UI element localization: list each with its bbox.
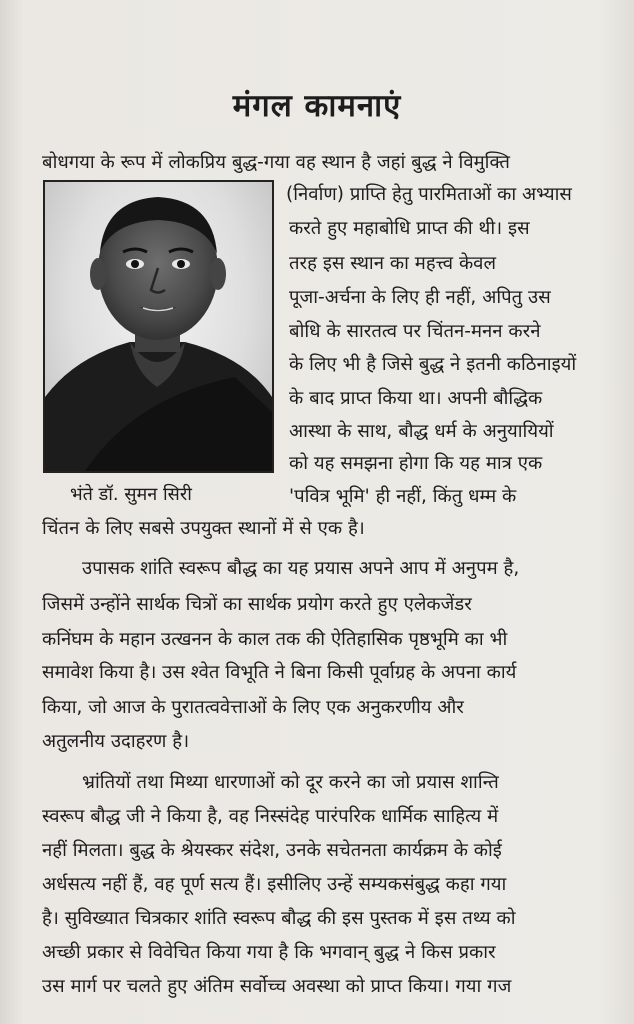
text-line: उपासक शांति स्वरूप बौद्ध का यह प्रयास अपने आप में अनुपम है, (82, 558, 520, 579)
text-line: है। सुविख्यात चित्रकार शांति स्वरूप बौद्ध की इस पुस्तक में इस तथ्य को (42, 908, 516, 929)
text-line: उस मार्ग पर चलते हुए अंतिम सर्वोच्च अवस्था को प्राप्त किया। गया गज (42, 976, 512, 997)
text-line: के लिए भी है जिसे बुद्ध ने इतनी कठिनाइयों (289, 354, 577, 375)
text-line: नहीं मिलता। बुद्ध के श्रेयस्कर संदेश, उनके सचेतनता कार्यक्रम के कोई (42, 840, 502, 861)
text-line: जिसमें उन्होंने सार्थक चित्रों का सार्थक प्रयोग करते हुए एलेकजेंडर (42, 594, 472, 615)
text-line: बोधगया के रूप में लोकप्रिय बुद्ध-गया वह स्थान है जहां बुद्ध ने विमुक्ति (42, 152, 510, 173)
portrait-image (45, 182, 272, 471)
text-line: अर्धसत्य नहीं हैं, वह पूर्ण सत्य हैं। इसीलिए उन्हें सम्यकसंबुद्ध कहा गया (42, 874, 507, 895)
photo-caption: भंते डॉ. सुमन सिरी (70, 484, 192, 505)
page-title: मंगल कामनाएं (232, 88, 402, 124)
text-line: 'पवित्र भूमि' ही नहीं, किंतु धम्म के (289, 486, 517, 507)
text-line: किया, जो आज के पुरातत्ववेत्ताओं के लिए एक अनुकरणीय और (42, 697, 464, 718)
text-line: तरह इस स्थान का महत्त्व केवल (289, 253, 496, 274)
text-line: पूजा-अर्चना के लिए ही नहीं, अपितु उस (289, 287, 551, 308)
text-line: समावेश किया है। उस श्वेत विभूति ने बिना किसी पूर्वाग्रह के अपना कार्य (42, 662, 517, 683)
text-line: स्वरूप बौद्ध जी ने किया है, वह निस्संदेह पारंपरिक धार्मिक साहित्य में (42, 806, 499, 827)
monk-portrait-photo (43, 180, 274, 473)
text-line: बोधि के सारतत्व पर चिंतन-मनन करने (289, 321, 541, 342)
text-line: अतुलनीय उदाहरण है। (42, 731, 190, 752)
text-line: कनिंघम के महान उत्खनन के काल तक की ऐतिहासिक पृष्ठभूमि का भी (42, 629, 508, 650)
text-line: (निर्वाण) प्राप्ति हेतु पारमिताओं का अभ्यास (286, 184, 572, 205)
text-line: को यह समझना होगा कि यह मात्र एक (289, 453, 543, 474)
text-line: भ्रांतियों तथा मिथ्या धारणाओं को दूर करने का जो प्रयास शान्ति (82, 772, 499, 793)
text-line: करते हुए महाबोधि प्राप्त की थी। इस (289, 218, 530, 239)
text-line: के बाद प्राप्त किया था। अपनी बौद्धिक (289, 388, 543, 409)
text-line: आस्था के साथ, बौद्ध धर्म के अनुयायियों (289, 421, 554, 442)
text-line: अच्छी प्रकार से विवेचित किया गया है कि भगवान् बुद्ध ने किस प्रकार (42, 942, 496, 963)
text-line: चिंतन के लिए सबसे उपयुक्त स्थानों में से एक है। (42, 518, 365, 539)
